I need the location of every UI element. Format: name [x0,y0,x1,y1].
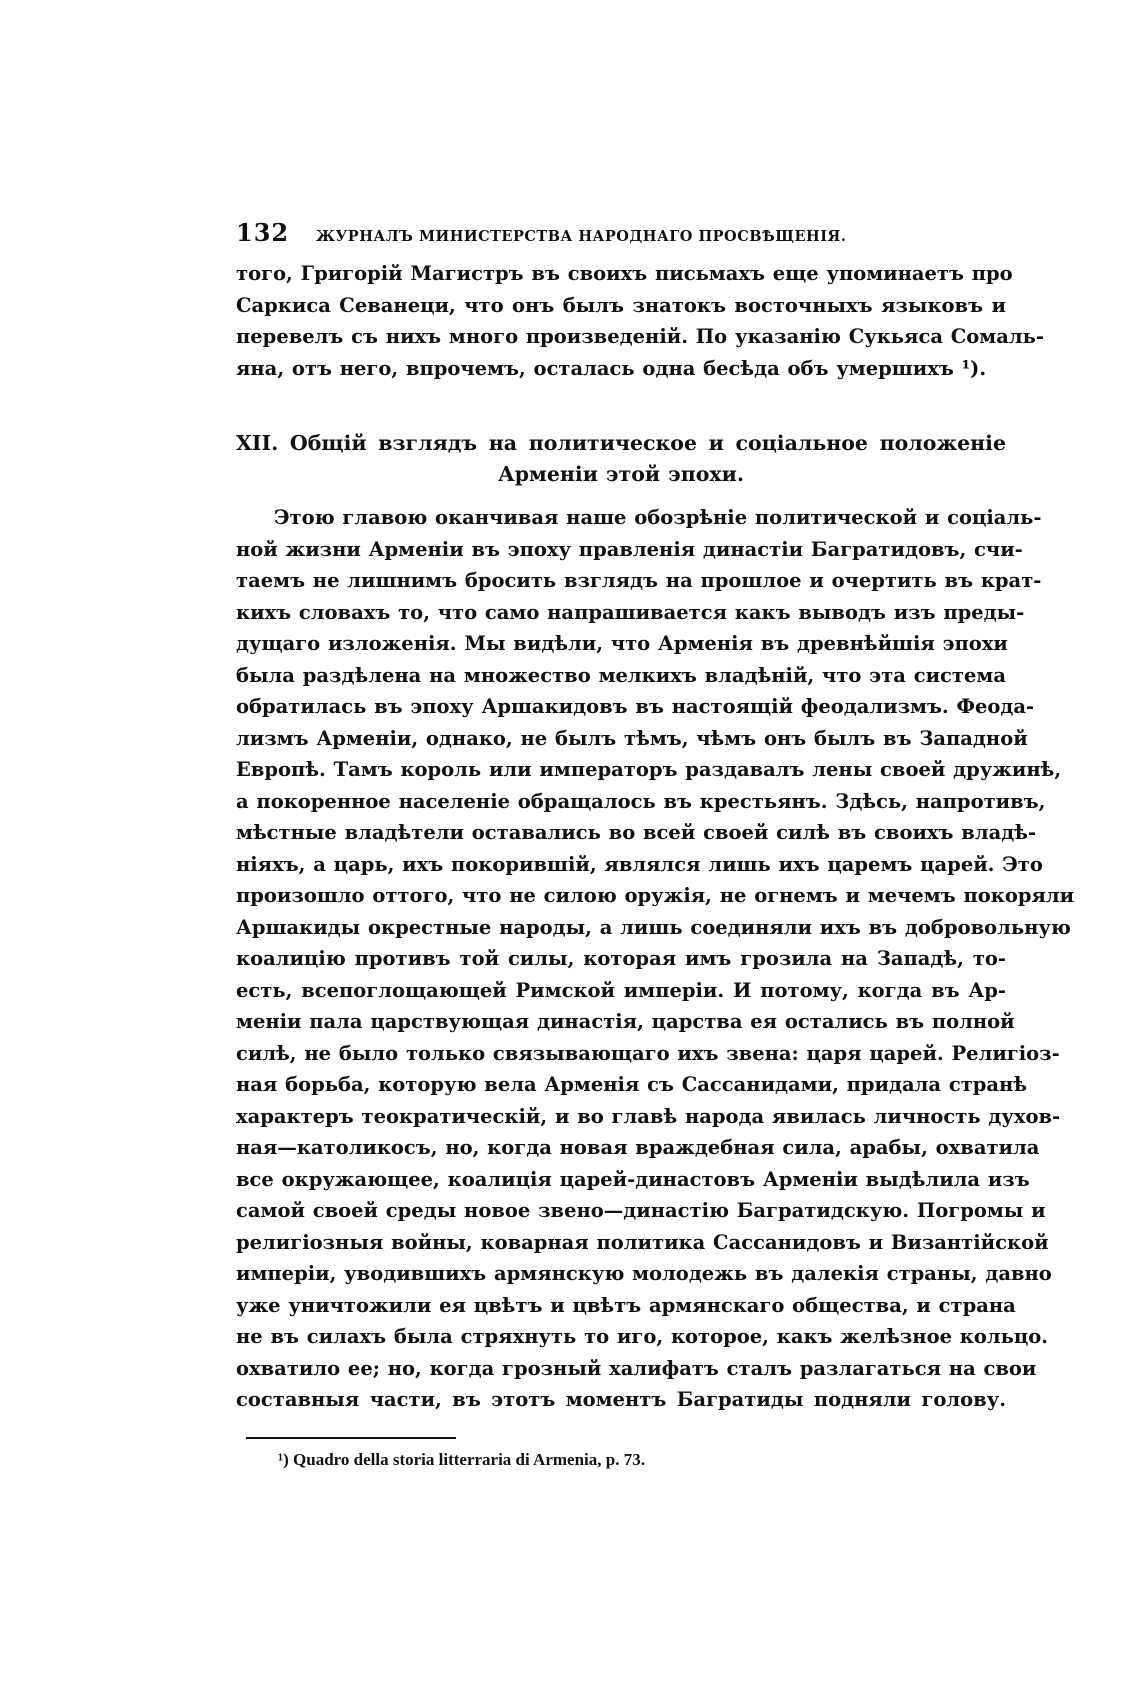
text-line: ная—католикосъ, но, когда новая враждебная сила, арабы, охватила [236,1136,1040,1159]
section-title-line-1: XII. Общій взглядъ на политическое и соціальное положеніе [236,431,1006,455]
text-line: силѣ, не было только связывающаго ихъ звена: царя царей. Религіоз- [236,1041,1060,1065]
text-line: Аршакиды окрестные народы, а лишь соединяли ихъ въ добровольную [236,915,1071,939]
text-line: перевелъ съ нихъ много произведеній. По указанію Сукьяса Сомаль- [236,325,1044,348]
text-line: самой своей среды новое звено—династію Багратидскую. Погромы и [236,1199,1046,1222]
text-line: произошло оттого, что не силою оружія, не огнемъ и мечемъ покоряли [236,884,1075,907]
main-paragraph [236,502,1075,1416]
section-title [236,428,1006,490]
text-line: уже уничтожили ея цвѣтъ и цвѣтъ армянскаго общества, и страна [236,1293,1016,1317]
footnote-text: Quadro della storia litterraria di Armenia, p. 73. [293,1450,645,1469]
text-line: коалицію противъ той силы, которая имъ грозила на Западѣ, то- [236,947,1006,970]
text-line: меніи пала царствующая династія, царства ея остались въ полной [236,1010,1015,1033]
footnote [278,1450,645,1470]
text-line: кихъ словахъ то, что само напрашивается какъ выводъ изъ преды- [236,600,1025,624]
page-header [236,218,1006,248]
text-line: была раздѣлена на множество мелкихъ владѣній, что эта система [236,663,1006,687]
text-line: обратилась въ эпоху Аршакидовъ въ настоящій феодализмъ. Феода- [236,695,1035,718]
text-line: ной жизни Арменіи въ эпоху правленія династіи Багратидовъ, счи- [236,537,1023,561]
text-line-content: яна, отъ него, впрочемъ, осталась одна бесѣда объ умершихъ [236,356,954,380]
text-line: есть, всепоглощающей Римской имперіи. И потому, когда въ Ар- [236,978,1006,1002]
page-number: 132 [236,218,290,247]
running-head: ЖУРНАЛЪ МИНИСТЕРСТВА НАРОДНАГО ПРОСВѢЩЕНІЯ. [316,228,847,245]
text-line: имперіи, уводившихъ армянскую молодежь въ далекія страны, давно [236,1262,1052,1285]
text-line: Саркиса Севанеци, что онъ былъ знатокъ восточныхъ языковъ и [236,293,1006,317]
text-line: ная борьба, которую вела Арменія съ Сассанидами, придала странѣ [236,1073,1028,1096]
text-line: ніяхъ, а царь, ихъ покорившій, являлся лишь ихъ царемъ царей. Это [236,852,1043,876]
text-line: а покоренное населеніе обращалось въ крестьянъ. Здѣсь, напротивъ, [236,789,1046,813]
section-title-line-2: Арменіи этой эпохи. [498,462,744,486]
text-line: все окружающее, коалиція царей-династовъ Арменіи выдѣлила изъ [236,1167,1030,1191]
footnote-mark: ¹) [278,1450,289,1469]
text-line: характеръ теократическій, и во главѣ народа явилась личность духов- [236,1104,1061,1128]
text-line: Европѣ. Тамъ король или императоръ раздавалъ лены своей дружинѣ, [236,758,1062,781]
footnote-divider [246,1437,456,1439]
text-line: дущаго изложенія. Мы видѣли, что Арменія въ древнѣйшія эпохи [236,632,1008,655]
text-line [236,353,1006,385]
text-line: Этою главою оканчивая наше обозрѣніе политической и соціаль- [274,506,1042,529]
text-line: охватило ее; но, когда грозный халифатъ сталъ разлагаться на свои [236,1356,1037,1380]
text-line: лизмъ Арменіи, однако, не былъ тѣмъ, чѣмъ онъ былъ въ Западной [236,726,1028,750]
text-line: мѣстные владѣтели оставались во всей своей силѣ въ своихъ владѣ- [236,821,1037,844]
book-page [236,0,1075,1693]
text-line: того, Григорій Магистръ въ своихъ письмахъ еще упоминаетъ про [236,262,1013,285]
footnote-reference: ¹). [961,356,987,380]
text-line: религіозныя войны, коварная политика Сассанидовъ и Византійской [236,1230,1049,1254]
text-line: не въ силахъ была стряхнуть то иго, которое, какъ желѣзное кольцо. [236,1325,1049,1348]
text-line: составныя части, въ этотъ моментъ Багратиды подняли голову. [236,1388,1006,1411]
intro-paragraph [236,258,1044,384]
text-line: таемъ не лишнимъ бросить взглядъ на прошлое и очертить въ крат- [236,569,1042,592]
